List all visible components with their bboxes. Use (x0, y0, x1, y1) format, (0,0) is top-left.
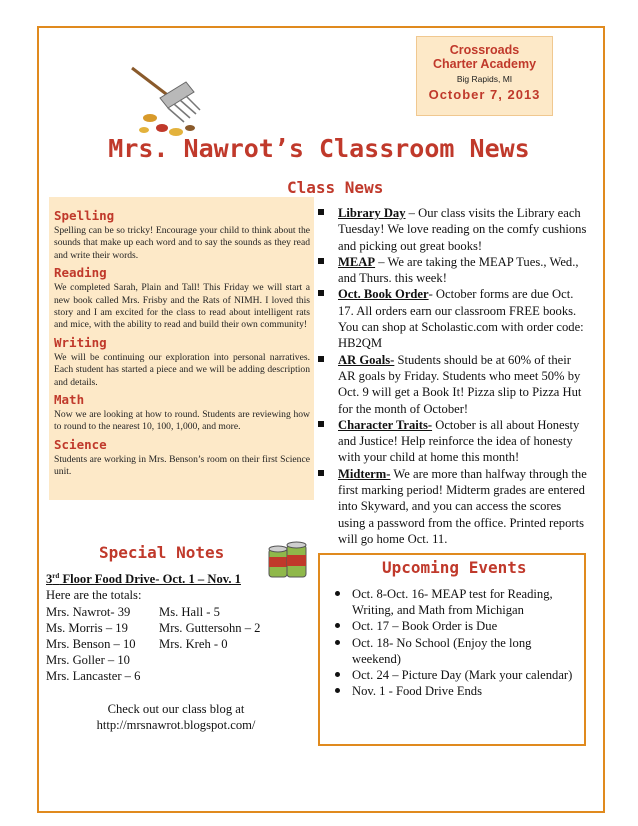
total-cell: Ms. Hall - 5 (159, 604, 220, 619)
news-item-label: MEAP (338, 254, 376, 269)
subject-heading: Math (54, 392, 85, 408)
newsletter-date: October 7, 2013 (428, 87, 541, 102)
event-text: Oct. 17 – Book Order is Due (352, 619, 498, 634)
totals-row (46, 620, 316, 636)
news-item-text: October is all about Honesty and Justice! Help reinforce the idea of honesty with your child at home this month! (338, 417, 580, 465)
school-info-box (416, 36, 553, 116)
list-item (318, 286, 590, 351)
bullet-icon (318, 356, 324, 362)
subject-body: Students are working in Mrs. Benson’s room on their first Science unit. (54, 453, 310, 478)
bullet-icon (335, 623, 340, 628)
page-title: Mrs. Nawrot’s Classroom News (108, 134, 530, 163)
food-drive-number: 3 (46, 572, 53, 587)
food-drive-text: Floor Food Drive- Oct. 1 – Nov. 1 (59, 572, 241, 587)
event-text: Oct. 18- No School (Enjoy the long weekend) (352, 635, 532, 666)
class-news-list (318, 205, 590, 547)
bullet-icon (318, 421, 324, 427)
total-cell: Mrs. Kreh - 0 (159, 637, 228, 651)
bullet-icon (335, 640, 340, 645)
special-notes-heading: Special Notes (99, 543, 225, 562)
blog-line: Check out our class blog at (107, 701, 245, 716)
news-item-text: We are more than halfway through the first marking period! Midterm grades are entered into Skyward, and you can access the scores using a password from the office. Printed reports will go home Oct. 11. (338, 466, 587, 546)
list-item (318, 254, 590, 287)
event-text: Oct. 8-Oct. 16- MEAP test for Reading, Writing, and Math from Michigan (352, 587, 553, 618)
class-news-heading: Class News (287, 178, 384, 197)
list-item (318, 466, 590, 547)
food-drive-title (46, 568, 316, 587)
special-notes (46, 568, 316, 733)
subject-heading: Spelling (54, 208, 115, 223)
totals-row (46, 652, 316, 668)
news-item-text: Students should be at 60% of their AR goals by Friday. Students who meet 50% by Oct. 9 will get a Book It! Pizza slip to Pizza Hut for the month of October! (338, 352, 582, 416)
bullet-icon (318, 258, 324, 264)
subject-body: Spelling can be so tricky! Encourage your child to think about the sounds that make up each word and to say the sounds as they read and write their words. (54, 225, 310, 261)
list-item (330, 586, 580, 618)
totals-label: Here are the totals: (46, 588, 142, 603)
upcoming-events-list (330, 586, 580, 699)
upcoming-events-heading: Upcoming Events (382, 558, 527, 577)
news-item-text: – We are taking the MEAP Tues., Wed., and Thurs. this week! (338, 254, 579, 286)
list-item (330, 635, 580, 667)
totals-row (46, 604, 316, 620)
list-item (318, 352, 590, 417)
subject-body: We completed Sarah, Plain and Tall! This Friday we will start a new book called Mrs. Frisby and the Rats of NIMH. I loved this story and I am excited for the class to read about intelligent rats and mice, with the ability to read and build their own community! (54, 282, 310, 331)
news-item-label: Oct. Book Order (338, 287, 429, 302)
totals-row (46, 668, 316, 684)
list-item (330, 667, 580, 683)
total-cell: Mrs. Benson – 10 (46, 637, 136, 651)
totals-row (46, 636, 316, 652)
event-text: Nov. 1 - Food Drive Ends (352, 684, 483, 699)
subject-heading: Science (54, 436, 107, 452)
bullet-icon (335, 672, 340, 677)
bullet-icon (335, 591, 340, 596)
subjects-box (49, 197, 314, 500)
total-cell: Mrs. Goller – 10 (46, 653, 130, 668)
list-item (318, 205, 590, 254)
news-item-label: Midterm- (338, 466, 391, 481)
bullet-icon (318, 209, 324, 215)
school-name: Crossroads Charter Academy (432, 43, 537, 71)
subject-body: Now we are looking at how to round. Students are reviewing how to round to the nearest 10, 100, 1,000, and more. (54, 409, 310, 433)
subject-heading: Reading (54, 265, 107, 281)
bullet-icon (318, 290, 324, 296)
total-cell: Mrs. Guttersohn – 2 (159, 620, 261, 635)
bullet-icon (318, 470, 324, 476)
school-city: Big Rapids, MI (456, 74, 513, 84)
news-item-label: AR Goals- (338, 352, 395, 367)
news-item-label: Library Day (338, 206, 406, 220)
blog-note (46, 701, 306, 733)
blog-link[interactable]: http://mrsnawrot.blogspot.com/ (96, 717, 256, 732)
bullet-icon (335, 688, 340, 693)
rake-leaves-icon (128, 64, 208, 140)
list-item (330, 683, 580, 699)
news-item-label: Character Traits- (338, 417, 433, 432)
news-item-text: – Our class visits the Library each Tuesday! We love reading on the comfy cushions and picking out great books! (338, 206, 587, 253)
subject-body: We will be continuing our exploration into personal narratives. Each student has started a piece and we will be adding description and details. (54, 351, 310, 388)
total-cell: Mrs. Lancaster – 6 (46, 669, 141, 684)
news-item-text: - October forms are due Oct. 17. All orders earn our classroom FREE books. You can shop at Scholastic.com with order code: HB2QM (338, 287, 584, 351)
subject-heading: Writing (54, 334, 107, 350)
list-item (330, 618, 580, 634)
food-drive-suffix: rd (52, 572, 60, 580)
list-item (318, 417, 590, 466)
total-cell: Ms. Morris – 19 (46, 620, 128, 635)
total-cell: Mrs. Nawrot- 39 (46, 604, 131, 619)
event-text: Oct. 24 – Picture Day (Mark your calendar) (352, 668, 573, 683)
